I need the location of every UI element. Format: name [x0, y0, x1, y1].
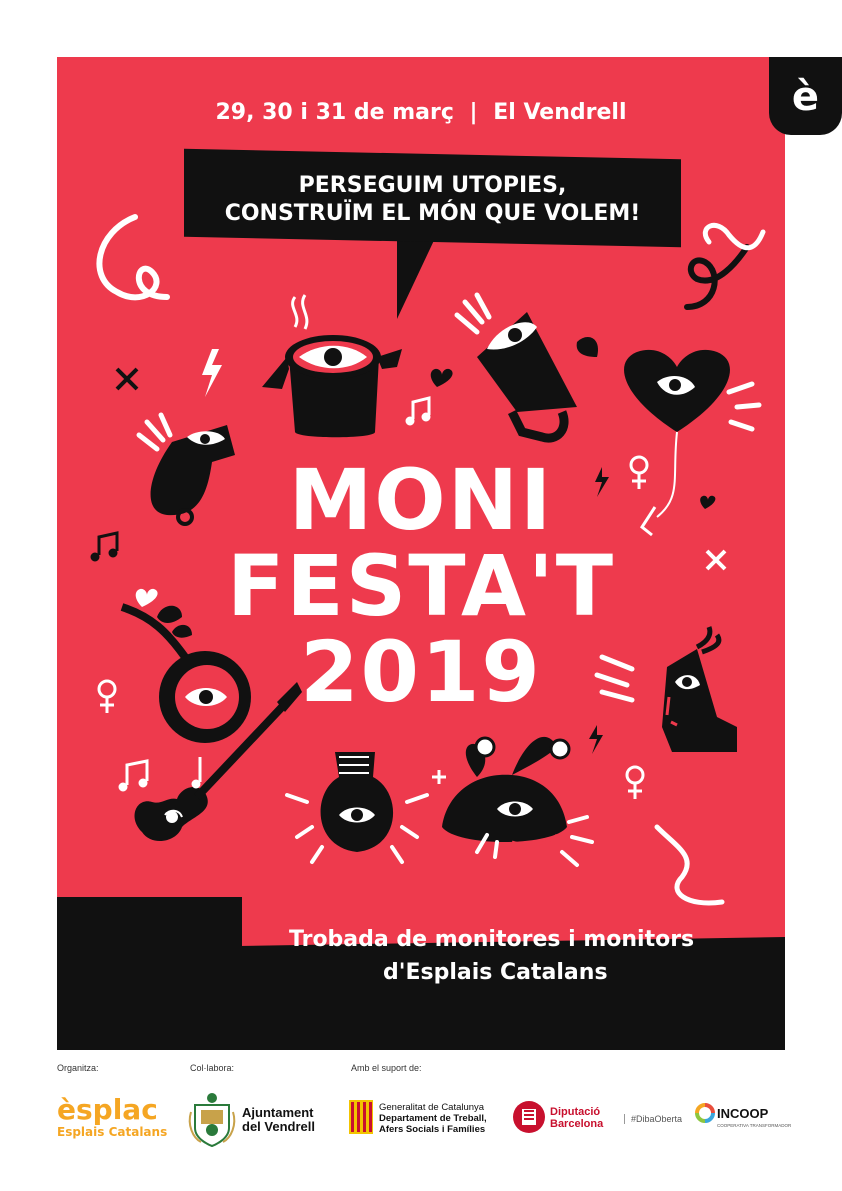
incoop-name: INCOOP — [717, 1106, 769, 1121]
music-note-icon — [406, 398, 430, 425]
ribbon-icon — [687, 247, 747, 307]
diputacio-seal-icon — [512, 1100, 546, 1134]
slogan-line-1: PERSEGUIM UTOPIES, — [298, 173, 567, 198]
separator: | — [469, 100, 478, 125]
esplac-logo[interactable] — [57, 1095, 167, 1139]
diputacio-logo[interactable] — [512, 1100, 692, 1140]
tagline-line-2: d'Esplais Catalans — [383, 960, 608, 985]
sponsors-footer — [57, 1060, 792, 1190]
esplac-wordmark: èsplac — [57, 1093, 158, 1126]
lightning-icon — [202, 349, 222, 397]
event-dates — [57, 100, 785, 125]
diba-hashtag: #DibaOberta — [624, 1114, 682, 1124]
ajuntament-logo[interactable] — [187, 1090, 327, 1150]
ribbon-icon — [705, 225, 763, 247]
incoop-subtitle: COOPERATIVA TRANSFORMADOR — [717, 1123, 792, 1128]
ribbon-icon — [657, 827, 722, 903]
generalitat-logo[interactable] — [349, 1100, 509, 1140]
jester-hat-icon — [442, 737, 592, 865]
slogan — [184, 172, 681, 228]
speech-bubble — [184, 154, 684, 329]
plus-icon — [432, 770, 446, 784]
incoop-ring-icon — [695, 1103, 715, 1123]
generalitat-senyera-icon — [349, 1100, 373, 1134]
collabora-label: Col·labora: — [190, 1063, 235, 1073]
diputacio-line-1: Diputació — [550, 1106, 601, 1118]
lightning-icon — [589, 725, 603, 754]
esplac-e-glyph: è — [791, 74, 820, 120]
lightbulb-icon — [287, 752, 427, 862]
suport-label: Amb el suport de: — [351, 1063, 422, 1073]
cross-icon — [117, 369, 137, 389]
incoop-logo[interactable] — [695, 1103, 792, 1143]
generalitat-line-1: Generalitat de Catalunya — [379, 1102, 485, 1113]
esplac-logo-tab[interactable] — [769, 57, 842, 135]
generalitat-name — [379, 1102, 487, 1135]
generalitat-line-2: Departament de Treball, — [379, 1113, 487, 1124]
slogan-line-2: CONSTRUÏM EL MÓN QUE VOLEM! — [224, 201, 641, 226]
title-line-2: FESTA'T — [226, 537, 616, 635]
ajuntament-line-2: del Vendrell — [242, 1119, 315, 1134]
ajuntament-line-1: Ajuntament — [242, 1105, 314, 1120]
generalitat-line-3: Afers Socials i Famílies — [379, 1124, 486, 1135]
heart-icon — [431, 369, 453, 387]
organitza-label: Organitza: — [57, 1063, 99, 1073]
place-text: El Vendrell — [493, 100, 627, 125]
ajuntament-name — [242, 1106, 315, 1134]
vendrell-crest-icon — [187, 1090, 237, 1150]
dates-text: 29, 30 i 31 de març — [215, 100, 454, 125]
speech-bubble-tail — [397, 234, 437, 319]
tagline-line-1: Trobada de monitores i monitors — [289, 927, 695, 952]
music-note-icon — [192, 757, 200, 788]
diputacio-line-2: Barcelona — [550, 1118, 604, 1130]
title-line-3: 2019 — [300, 623, 542, 721]
ribbon-icon — [99, 217, 167, 297]
music-note-icon — [119, 761, 147, 791]
diputacio-name — [550, 1106, 603, 1130]
female-symbol-icon — [627, 767, 643, 799]
poster — [57, 57, 820, 1050]
leaf-icon — [577, 337, 598, 357]
esplac-name: Esplais Catalans — [57, 1125, 168, 1139]
event-title — [57, 451, 785, 721]
title-line-1: MONI — [288, 451, 554, 549]
